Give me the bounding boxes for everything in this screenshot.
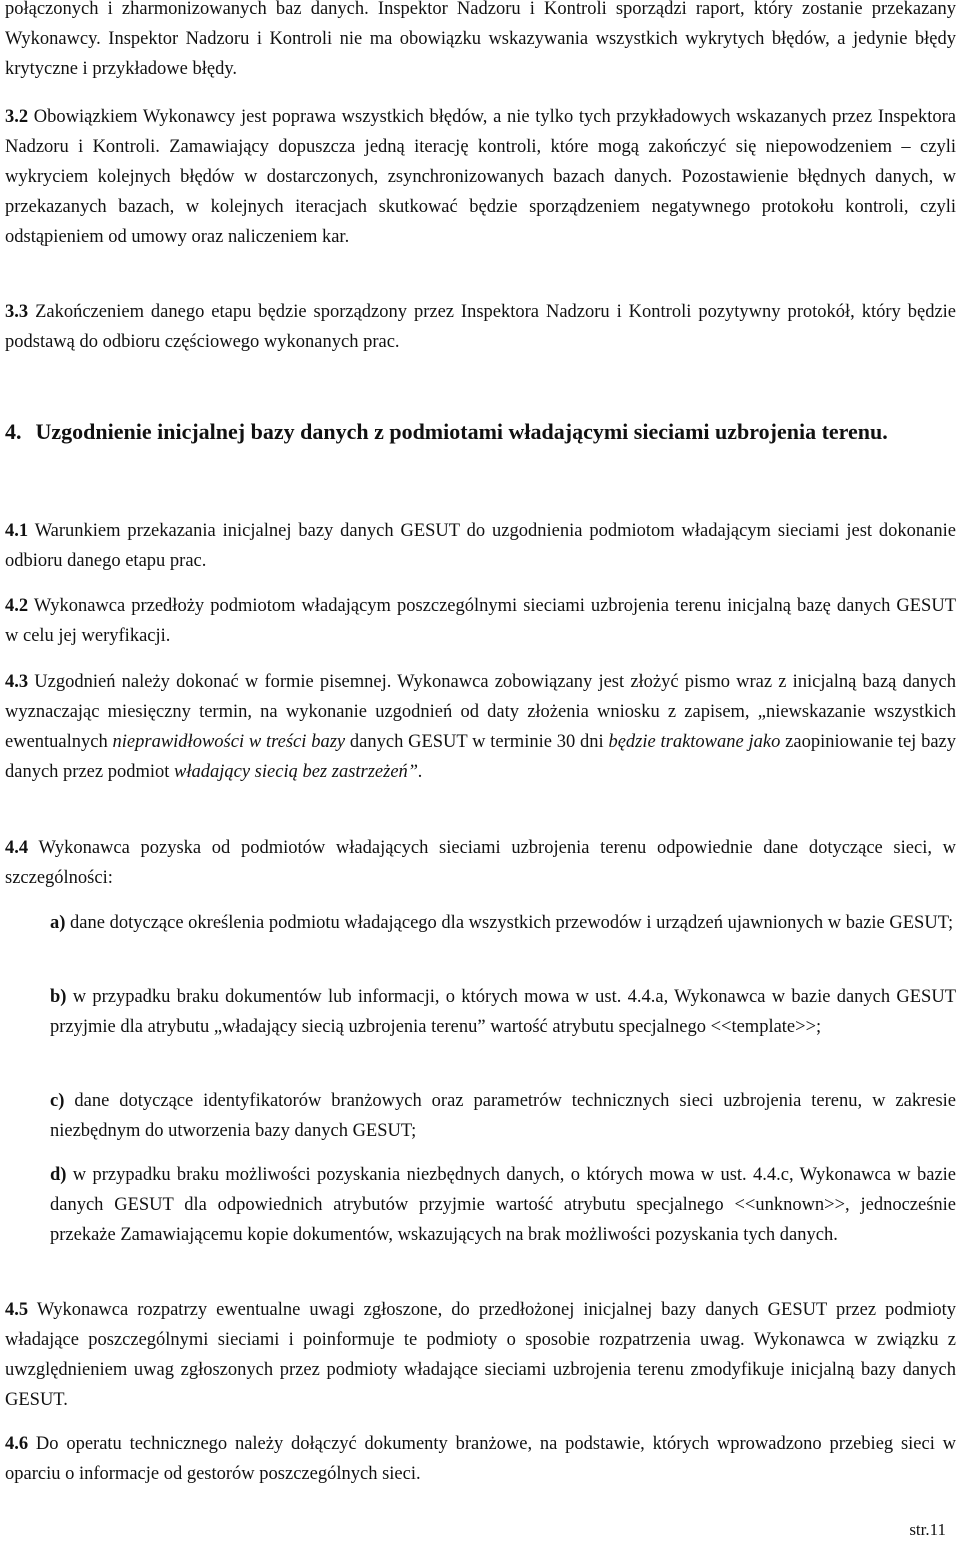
paragraph-number: 4.4 xyxy=(5,838,29,858)
paragraph-number: 4.5 xyxy=(5,1300,29,1320)
list-item-d: d) w przypadku braku możliwości pozyskania niezbędnych danych, o których mowa w ust. 4.4.c, Wykonawca w bazie danych GESUT dla odpowiednich atrybutów przyjmie wartość atrybutu specjalnego <<unknown>>, jednocześnie przekaże Zamawiającemu kopie dokumentów, wskazujących na brak możliwości pozyskania tych danych. xyxy=(50,1165,957,1245)
list-label: d) xyxy=(50,1165,67,1185)
intro-paragraph: połączonych i zharmonizowanych baz danych. Inspektor Nadzoru i Kontroli sporządzi raport, który zostanie przekazany Wykonawcy. Inspektor Nadzoru i Kontroli nie ma obowiązku wskazywania wszystkich wykrytych błędów, a jedynie błędy krytyczne i przykładowe błędy. xyxy=(5,0,956,79)
list-item-b: b) w przypadku braku dokumentów lub informacji, o których mowa w ust. 4.4.a, Wykonawca w bazie danych GESUT przyjmie dla atrybutu „władający siecią uzbrojenia terenu” wartość atrybutu specjalnego <<template>>; xyxy=(50,987,956,1037)
paragraph-3-3: 3.3 Zakończeniem danego etapu będzie sporządzony przez Inspektora Nadzoru i Kontroli pozytywny protokół, który będzie podstawą do odbioru częściowego wykonanych prac. xyxy=(5,302,957,352)
list-label: a) xyxy=(50,913,66,933)
section-4-heading xyxy=(5,410,956,454)
paragraph-number: 4.1 xyxy=(5,521,29,541)
list-item-c: c) dane dotyczące identyfikatorów branżowych oraz parametrów technicznych sieci uzbrojenia terenu, w zakresie niezbędnym do utworzenia bazy danych GESUT; xyxy=(50,1091,957,1141)
section-title: Uzgodnienie inicjalnej bazy danych z podmiotami władającymi sieciami uzbrojenia terenu. xyxy=(35,419,888,444)
paragraph-4-2: 4.2 Wykonawca przedłoży podmiotom władającym poszczególnymi sieciami uzbrojenia terenu inicjalną bazę danych GESUT w celu jej weryfikacji. xyxy=(5,596,956,646)
page-number: str.11 xyxy=(909,1520,946,1539)
paragraph-number: 3.3 xyxy=(5,302,29,322)
paragraph-4-3: 4.3 Uzgodnień należy dokonać w formie pisemnej. Wykonawca zobowiązany jest złożyć pismo wraz z inicjalną bazą danych wyznaczając miesięczny termin, na wykonanie uzgodnień od daty złożenia wniosku z zapisem, „niewskazanie wszystkich ewentualnych nieprawidłowości w treści bazy danych GESUT w terminie 30 dni będzie traktowane jako zaopiniowanie tej bazy danych przez podmiot władający siecią bez zastrzeżeń”. xyxy=(5,672,956,782)
paragraph-number: 4.3 xyxy=(5,672,29,692)
paragraph-4-4: 4.4 Wykonawca pozyska od podmiotów władających sieciami uzbrojenia terenu odpowiednie dane dotyczące sieci, w szczególności: xyxy=(5,838,956,888)
list-item-a: a) dane dotyczące określenia podmiotu władającego dla wszystkich przewodów i urządzeń ujawnionych w bazie GESUT; xyxy=(50,913,954,933)
paragraph-number: 4.2 xyxy=(5,596,29,616)
paragraph-number: 3.2 xyxy=(5,107,29,127)
list-label: c) xyxy=(50,1091,65,1111)
paragraph-4-6: 4.6 Do operatu technicznego należy dołączyć dokumenty branżowe, na podstawie, których wprowadzono przebieg sieci w oparciu o informacje od gestorów poszczególnych sieci. xyxy=(5,1434,956,1484)
list-label: b) xyxy=(50,987,67,1007)
paragraph-number: 4.6 xyxy=(5,1434,29,1454)
paragraph-4-1: 4.1 Warunkiem przekazania inicjalnej bazy danych GESUT do uzgodnienia podmiotom władającym sieciami jest dokonanie odbioru danego etapu prac. xyxy=(5,521,956,571)
paragraph-4-5: 4.5 Wykonawca rozpatrzy ewentualne uwagi zgłoszone, do przedłożonej inicjalnej bazy danych GESUT przez podmioty władające poszczególnymi sieciami i poinformuje te podmioty o sposobie rozpatrzenia uwag. Wykonawca w związku z uwzględnieniem uwag zgłoszonych przez podmioty władające sieciami uzbrojenia terenu zmodyfikuje inicjalną bazy danych GESUT. xyxy=(5,1300,957,1410)
section-number: 4. xyxy=(5,419,22,444)
paragraph-3-2: 3.2 Obowiązkiem Wykonawcy jest poprawa wszystkich błędów, a nie tylko tych przykładowych wskazanych przez Inspektora Nadzoru i Kontroli. Zamawiający dopuszcza jedną iterację kontroli, które mogą zakończyć się niepowodzeniem – czyli wykryciem kolejnych błędów w dostarczonych, zsynchronizowanych bazach danych. Pozostawienie błędnych danych, w przekazanych bazach, w kolejnych iteracjach skutkować będzie sporządzeniem negatywnego protokołu kontroli, czyli odstąpieniem od umowy oraz naliczeniem kar. xyxy=(5,107,956,247)
